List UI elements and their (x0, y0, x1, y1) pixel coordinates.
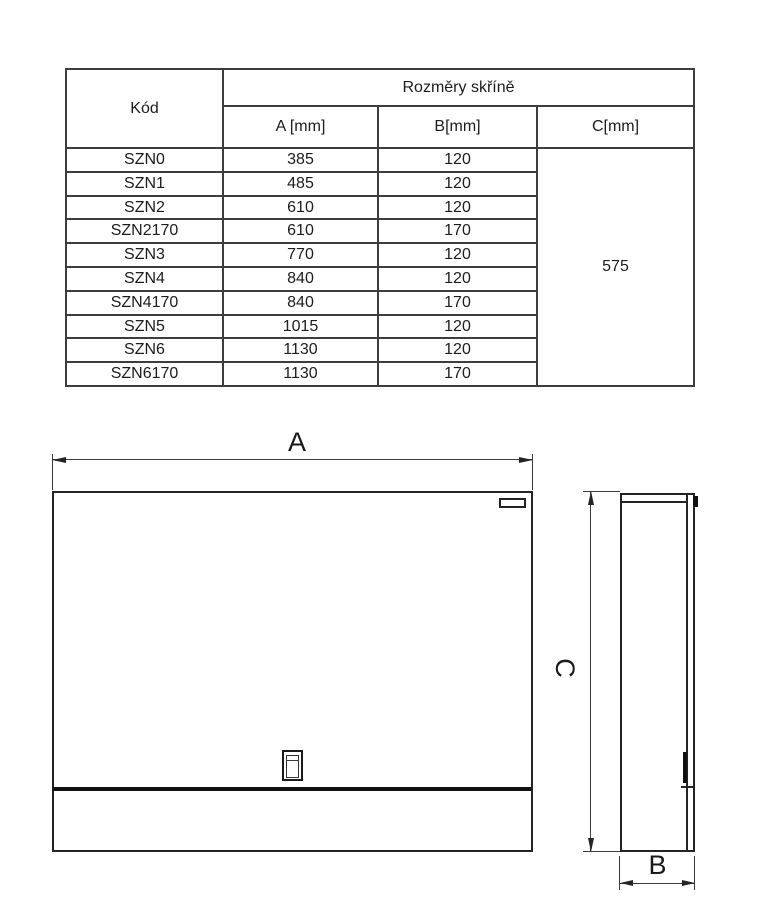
door-bottom-edge (53, 787, 531, 791)
cell-b: 170 (378, 362, 537, 386)
cell-code: SZN4 (66, 267, 223, 291)
cell-code: SZN2170 (66, 219, 223, 243)
header-col-c: C[mm] (537, 106, 694, 148)
cabinet-front-view (52, 491, 533, 852)
side-hinge-nub (693, 496, 698, 507)
table-row (66, 148, 694, 172)
dim-c-line (590, 491, 591, 852)
cell-code: SZN4170 (66, 291, 223, 315)
cell-a: 610 (223, 219, 378, 243)
dimensions-table (65, 68, 695, 387)
cell-code: SZN6 (66, 338, 223, 362)
cell-a: 610 (223, 196, 378, 220)
dim-a-line (52, 459, 533, 460)
cell-b: 120 (378, 315, 537, 339)
cell-code: SZN3 (66, 243, 223, 267)
cell-code: SZN2 (66, 196, 223, 220)
cell-a: 840 (223, 267, 378, 291)
cell-b: 120 (378, 196, 537, 220)
header-group: Rozměry skříně (223, 69, 694, 106)
door-lock-inner (286, 755, 299, 778)
cell-b: 120 (378, 338, 537, 362)
side-lock-profile (683, 752, 687, 783)
dim-a-label: A (287, 427, 306, 457)
cell-c-merged: 575 (537, 148, 694, 386)
side-door-panel-line (686, 494, 688, 851)
cell-b: 170 (378, 291, 537, 315)
dim-c-label: C (550, 658, 581, 678)
cell-b: 120 (378, 148, 537, 172)
header-col-a: A [mm] (223, 106, 378, 148)
door-lock-slot (287, 760, 298, 761)
cell-a: 1130 (223, 338, 378, 362)
cell-b: 120 (378, 243, 537, 267)
header-code: Kód (66, 69, 223, 148)
side-top-cap-line (622, 501, 686, 503)
dim-b-label: B (648, 850, 667, 880)
cell-a: 385 (223, 148, 378, 172)
cell-code: SZN5 (66, 315, 223, 339)
cell-a: 485 (223, 172, 378, 196)
cell-a: 1130 (223, 362, 378, 386)
cell-b: 120 (378, 267, 537, 291)
header-col-b: B[mm] (378, 106, 537, 148)
dim-a-arrow-left (52, 457, 66, 463)
dim-a-arrow-right (519, 457, 533, 463)
dim-c-arrow-bottom (588, 838, 594, 852)
cell-b: 170 (378, 219, 537, 243)
cell-code: SZN1 (66, 172, 223, 196)
cell-a: 770 (223, 243, 378, 267)
cell-code: SZN6170 (66, 362, 223, 386)
dim-c-arrow-top (588, 491, 594, 505)
cell-a: 840 (223, 291, 378, 315)
label-plate (499, 498, 526, 508)
cell-b: 120 (378, 172, 537, 196)
side-door-bottom-tick (681, 786, 695, 788)
cell-a: 1015 (223, 315, 378, 339)
cell-code: SZN0 (66, 148, 223, 172)
cabinet-side-view (620, 493, 695, 852)
